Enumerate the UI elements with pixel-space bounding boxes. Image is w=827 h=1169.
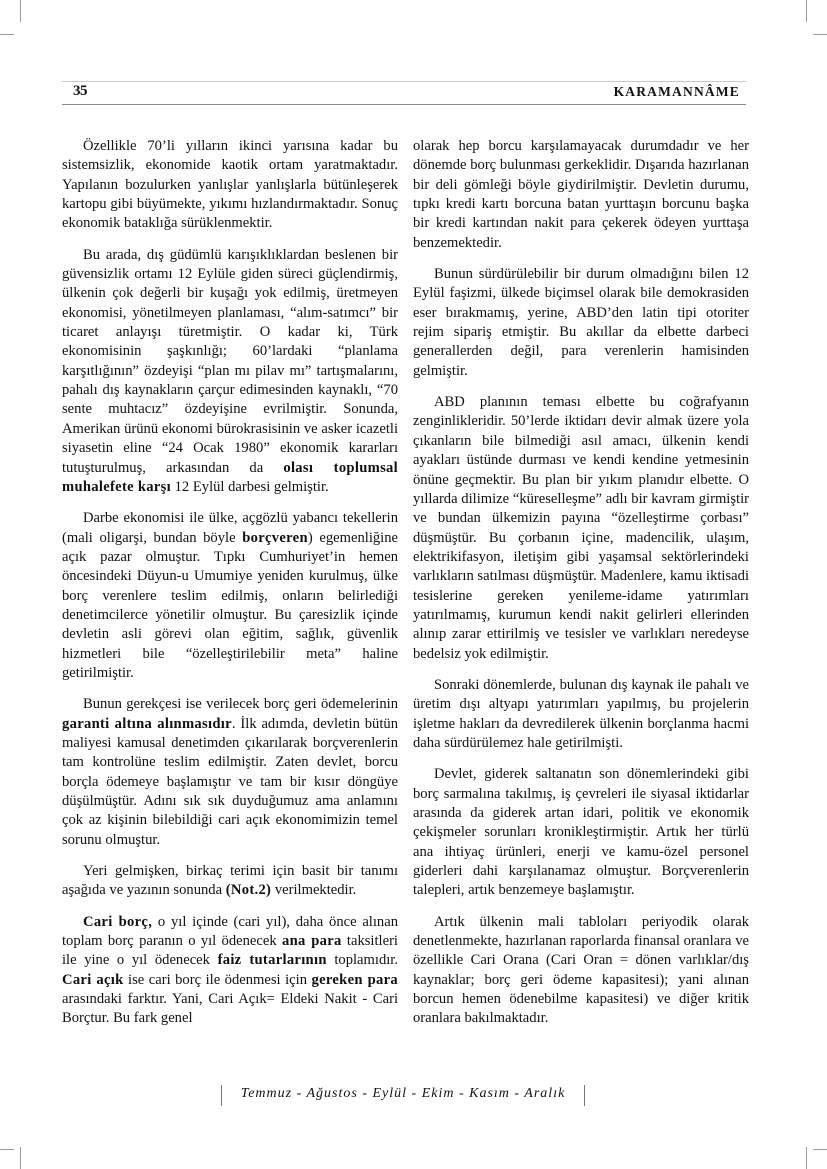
- right-column: [413, 137, 749, 1041]
- bold-emphasis: Cari açık: [62, 971, 124, 988]
- paragraph-text: ise cari borç ile ödenmesi için: [123, 971, 312, 988]
- paragraph: Devlet, giderek saltanatın son dönemlerindeki gibi borç sarmalına takılmış, iş çevreleri ile siyasal iktidarlar arasında da giderek artan idari, politik ve ekonomik çekişmeler sorunları kronikleştirmiştir. Artık her türlü ana ihtiyaç ürünleri, enerji ve kamu-özel personel giderleri dahi karşılanamaz olmuştur. Borçverenlerin talepleri, artık benzemeye başlamıştır.: [413, 766, 749, 899]
- bold-emphasis: garanti altına alınmasıdır: [62, 715, 232, 732]
- paragraph: Artık ülkenin mali tabloları periyodik olarak denetlenmekte, hazırlanan raporlarda finansal oranlara ve özellikle Cari Orana (Cari Oran = dönen varlıklar/dış kaynaklar; borç geri ödeme kapasitesi); yani alınan borcun hemen ödenebilme kapasitesi) ve diğer kritik oranlara bakılmaktadır.: [413, 913, 749, 1027]
- paragraph-text: 12 Eylül darbesi gelmiştir.: [170, 478, 329, 495]
- paragraph-text: Bu arada, dış güdümlü karışıklıklardan beslenen bir güvensizlik ortamı 12 Eylüle giden süreci güçlendirmiş, ülkenin çok değerli bir kuşağı yok edilmiş, üretmeyen ekonomisi, yönetilmeyen planlaması, “alım-satımcı” bir ticaret anlayışı türetmiştir. O kadar ki, Türk ekonomisinin şaşkınlığı; 60’lardaki “planlama karşıtlığının” özdeyişi “plan mı pilav mı” tartışmalarını, pahalı dış kaynakların çarçur edimesinden kaynaklı, “70 sente muhtacız” özdeyişine evrilmiştir. Sonunda, Amerikan ürünü ekonomi bürokrasisinin ve asker icazetli siyasetin eline “24 Ocak 1980” ekonomik kararları tutuşturulmuş, arkasından da: [62, 246, 398, 476]
- bold-emphasis: ana para: [281, 933, 342, 950]
- running-header: [62, 81, 746, 105]
- paragraph-text: taksitleri ile yine o yıl ödenecek: [62, 933, 398, 969]
- crop-mark: [813, 34, 827, 35]
- bold-emphasis: (Not.2): [225, 882, 272, 899]
- paragraph: [62, 862, 398, 901]
- paragraph-text: Özellikle 70’li yılların ikinci yarısına kadar bu sistemsizlik, ekonomide kaotik ortam yaratmaktadır. Yapılanın bozulurken yanlışlar yanlışlarla bütünleşerek kartopu gibi büyümekte, yıkımı hızlandırmaktadır. Sonuç ekonomik bataklığa sürüklenmektir.: [62, 138, 398, 232]
- bold-emphasis: gereken para: [311, 971, 398, 988]
- paragraph-text: Darbe ekonomisi ile ülke, açgözlü yabancı tekellerin (mali oligarşi, bundan böyle: [62, 510, 398, 546]
- paragraph-text: . İlk adımda, devletin bütün maliyesi kamusal denetimden çıkarılarak borçverenlerin tam kontrolüne teslim edilmiştir. Zaten devlet, borcu borçla ödemeye başlamıştır ve tam bir kısır döngüye düşülmüştür. Adını sık sık duyduğumuz ama anlamını çok az kişinin bilebildiği cari açık ekonomimizin temel sorunu olmuştur.: [62, 715, 398, 848]
- paragraph-text: o yıl içinde (cari yıl), daha önce alınan toplam borç paranın o yıl ödenecek: [62, 913, 398, 950]
- crop-mark: [813, 1149, 827, 1150]
- paragraph: [62, 509, 398, 683]
- running-footer: [221, 1085, 585, 1107]
- crop-mark: [0, 1149, 14, 1150]
- paragraph: [62, 695, 398, 850]
- issue-months: Temmuz - Ağustos - Eylül - Ekim - Kasım - Aralık: [240, 1086, 566, 1101]
- bold-emphasis: borçveren: [242, 529, 308, 546]
- paragraph: Sonraki dönemlerde, bulunan dış kaynak ile pahalı ve üretim dışı altyapı yatırımları yapılmış, bu projelerin işletme hakları da devredilerek ülkenin borçlanma hacmi daha sürdürülemez hale getirilmişti.: [413, 676, 749, 751]
- journal-title: KARAMANNÂME: [613, 84, 740, 99]
- page-number: 35: [73, 83, 87, 99]
- left-column: [62, 137, 398, 1041]
- paragraph: Bunun sürdürülebilir bir durum olmadığını bilen 12 Eylül faşizmi, ülkede biçimsel olarak bile demokrasiden eser bırakmamış, yerine, ABD’den latin tipi otoriter rejim sipariş etmiştir. Bu akıllar da elbette darbeci generallerden değil, para verenlerin hamisinden gelmiştir.: [413, 266, 749, 379]
- paragraph-text: arasındaki farktır. Yani, Cari Açık= Eldeki Nakit - Cari Borçtur. Bu fark genel: [62, 991, 398, 1027]
- paragraph: ABD planının teması elbette bu coğrafyanın zenginlikleridir. 50’lerde iktidarı devir almak üzere yola çıkanların bile bilmediği asıl amacı, ülkenin kendi ayakları üstünde durması ve kendi kendine yetmesinin önüne geçmektir. Bu plan bir yıkım planıdır elbette. O yıllarda dilimize “küreselleşme” adlı bir kavram girmiştir ve bundan ülkemizin payına “özelleştirme çorbası” düşmüştür. Bu çorbanın içine, madencilik, ulaşım, elektrikifasyon, iletişim gibi yaşamsal sektörlerindeki varlıkların satılması düşmüştür. Madenlere, kamu iktisadi tesislerine gereken yenileme-idame yatırımları yatırılmamış, kurumun kendi nakit gelirleri ellerinden alınıp zarar ettirilmiş ve tesisler ve varlıkları neredeyse bedelsiz yok edilmiştir.: [413, 394, 749, 662]
- paragraph-text: Yeri gelmişken, birkaç terimi için basit bir tanımı aşağıda ve yazının sonunda: [62, 863, 398, 899]
- crop-mark: [0, 34, 14, 35]
- paragraph-text: ) egemenliğine açık pazar olmuştur. Tıpkı Cumhuriyet’in hemen öncesindeki Düyun-u Umumiye yeniden kurulmuş, ülke borç verenlere teslim edilmiş, onların belirlediği denetimcilerce yönetilir olmuştur. Bu çaresizlik içinde devletin asli görevi olan eğitim, sağlık, güvenlik hizmetleri bile “özelleştirilebilir meta” haline getirilmiştir.: [62, 529, 398, 681]
- paragraph-text: toplamıdır.: [326, 952, 398, 969]
- paragraph-continued: olarak hep borcu karşılamayacak durumdadır ve her dönemde borç bulunması gerkeklidir. Dışarıda hazırlanan bir deli gömleği böyle giydirilmiştir. Devletin durumu, tıpkı kredi kartı borcuna batan yurttaşın borcunu başka bir kredi kartından nakit para çekerek ödeyen yurttaşa benzemektedir.: [413, 138, 749, 251]
- crop-mark: [20, 0, 21, 22]
- footer-divider: [584, 1085, 585, 1106]
- crop-mark: [806, 1147, 807, 1169]
- bold-emphasis: olası toplumsal muhalefete karşı: [62, 459, 398, 495]
- paragraph: [62, 246, 398, 497]
- paragraph: [62, 913, 398, 1029]
- paragraph-text: verilmektedir.: [271, 882, 357, 899]
- crop-mark: [20, 1147, 21, 1169]
- paragraph-text: Bunun gerekçesi ise verilecek borç geri ödemelerinin: [83, 696, 398, 713]
- bold-emphasis: faiz tutarlarının: [217, 952, 327, 969]
- bold-emphasis: Cari borç,: [83, 913, 153, 930]
- crop-mark: [806, 0, 807, 22]
- paragraph: [62, 137, 398, 234]
